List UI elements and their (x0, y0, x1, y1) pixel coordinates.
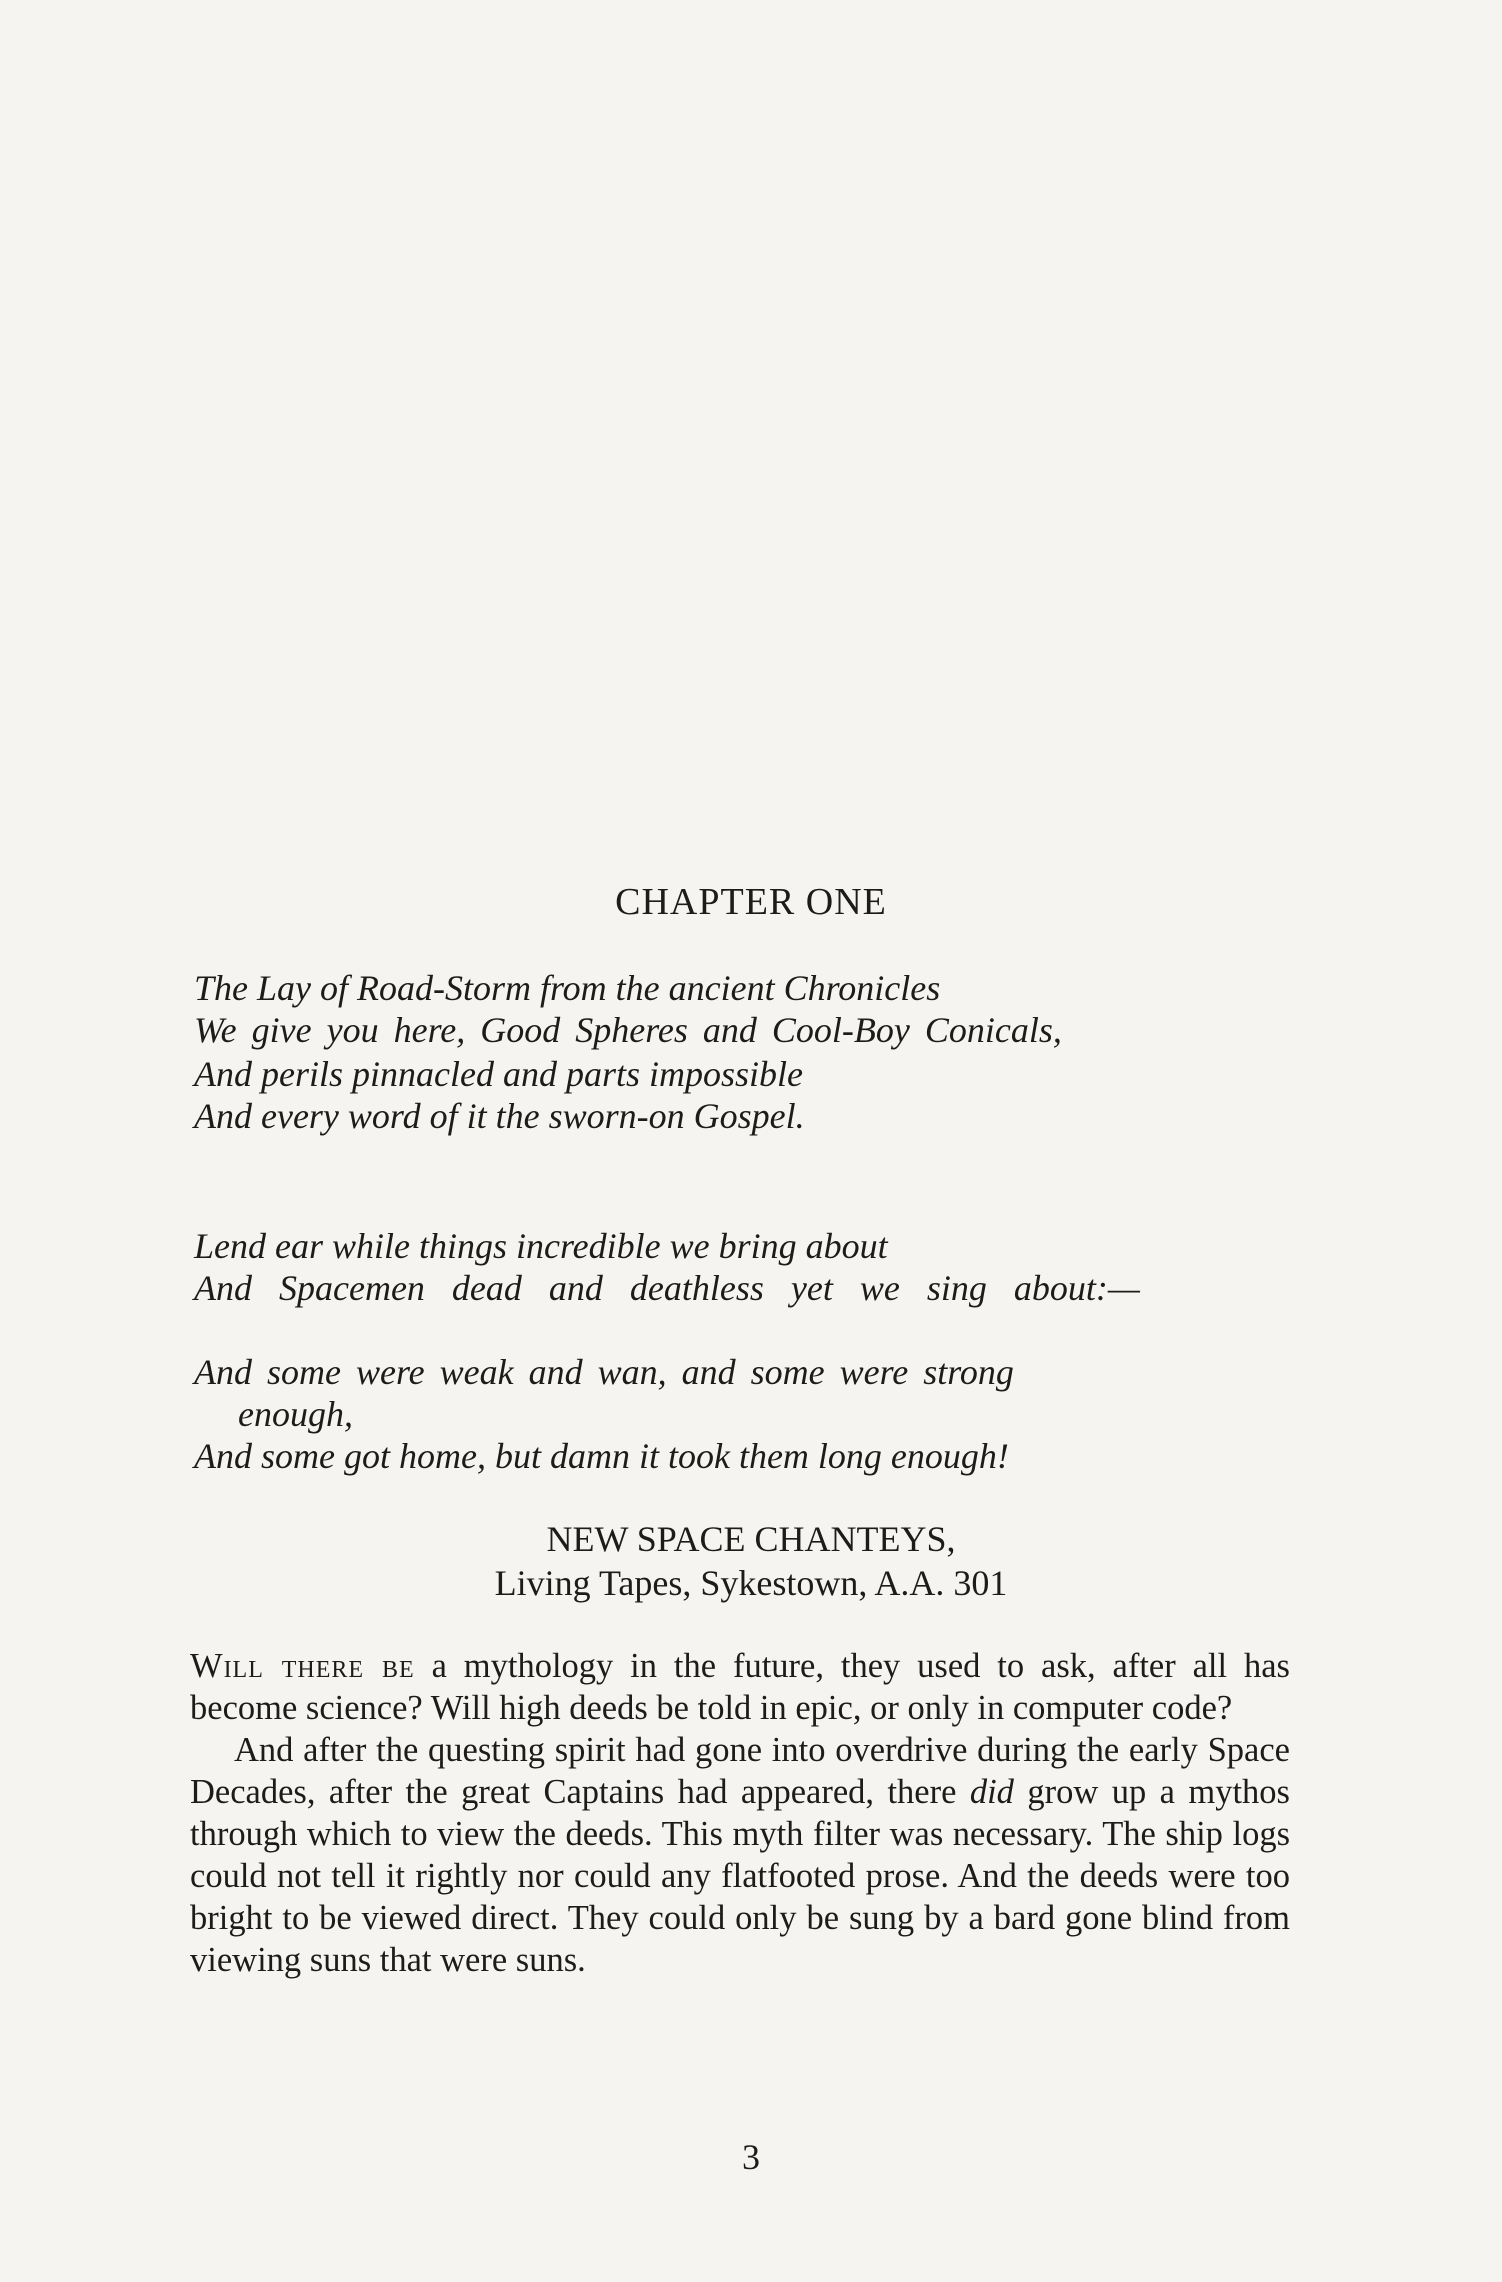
verse-line: enough, (238, 1394, 353, 1434)
epigraph-stanza-4 (194, 1351, 1294, 1477)
body-paragraph (190, 1729, 1290, 1981)
attribution-publisher: Living Tapes, Sykestown, A.A. 301 (494, 1563, 1008, 1603)
paragraph-text: grow up a mythos through which to view the deeds. This myth filter was necessary. The ship logs could not tell it rightly nor could any flatfooted prose. And the deeds were too bright to be viewed direct. They could only be sung by a bard gone blind from viewing suns that were suns. (190, 1773, 1290, 1979)
attribution-source: NEW SPACE CHANTEYS, (546, 1519, 956, 1559)
epigraph-stanza-1 (194, 967, 1294, 1051)
body-paragraph (190, 1645, 1290, 1729)
paragraph-text: And after the questing spirit had gone into overdrive during the early Space Decades, after the great Captains had appeared, there (190, 1731, 1290, 1811)
page-number: 3 (742, 2137, 760, 2177)
verse-line: We give you here, Good Spheres and Cool-Boy Conicals, (194, 1010, 1062, 1050)
emphasized-word: did (969, 1773, 1014, 1811)
paragraph-lead-in: Will there be (190, 1647, 415, 1685)
paragraph-text: a mythology in the future, they used to ask, after all has become science? Will high deeds be told in epic, or only in computer code? (190, 1647, 1290, 1727)
verse-line: And every word of it the sworn-on Gospel. (194, 1096, 805, 1136)
epigraph-stanza-3 (194, 1225, 1294, 1309)
verse-line: Lend ear while things incredible we bring about (194, 1226, 888, 1266)
verse-line: And Spacemen dead and deathless yet we sing about:— (194, 1268, 1140, 1308)
verse-line: And some were weak and wan, and some were strong (194, 1352, 1014, 1392)
epigraph-attribution (0, 1517, 1502, 1605)
verse-line: The Lay of Road-Storm from the ancient Chronicles (194, 968, 941, 1008)
chapter-body (190, 1645, 1290, 1981)
verse-line: And perils pinnacled and parts impossible (194, 1054, 803, 1094)
epigraph-stanza-2 (194, 1053, 1294, 1137)
chapter-title: CHAPTER ONE (615, 881, 887, 923)
verse-line: And some got home, but damn it took them long enough! (194, 1436, 1009, 1476)
